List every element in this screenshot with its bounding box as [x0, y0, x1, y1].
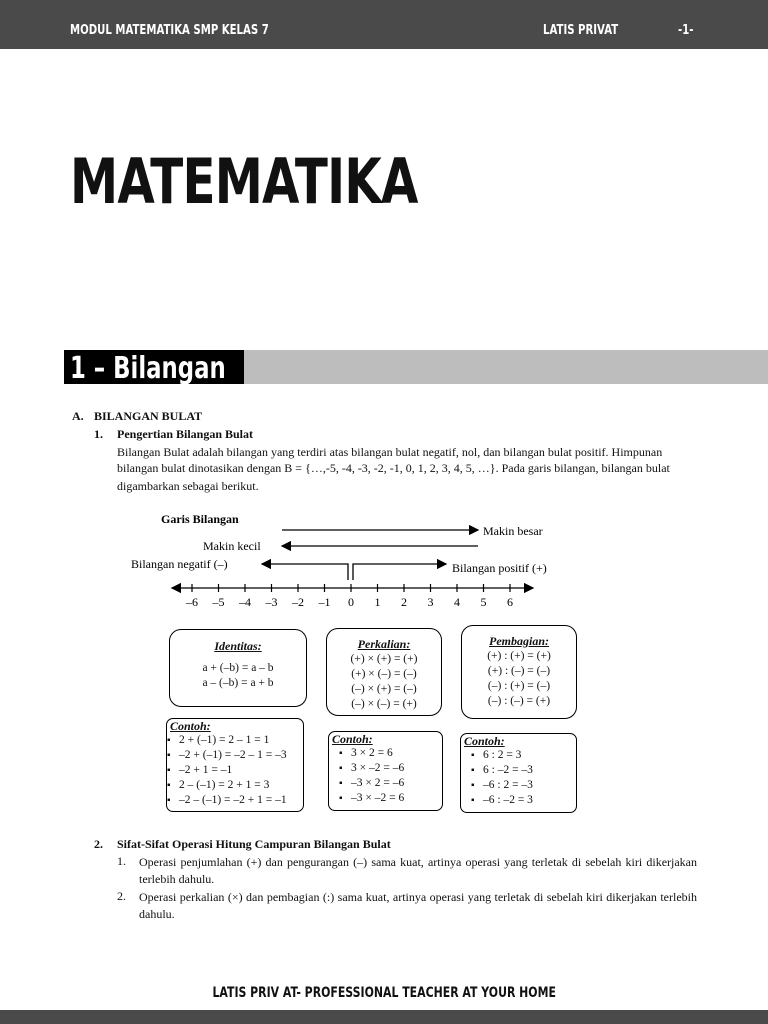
identitas-title: Identitas:	[214, 639, 262, 653]
part-a-heading: BILANGAN BULAT	[94, 409, 203, 423]
perkalian-box	[326, 628, 442, 716]
pembagian-rule-1: (+) : (+) = (+)	[487, 650, 551, 662]
pembagian-title: Pembagian:	[489, 634, 549, 648]
perkalian-example-2: ▪ 3 × –2 = –6	[329, 761, 442, 776]
sub2-number: 2.	[94, 837, 103, 851]
section-tag	[64, 350, 244, 384]
perkalian-example-box	[328, 731, 443, 811]
number-line-diagram	[0, 500, 768, 620]
identitas-example-box	[166, 718, 304, 812]
tick-label: –6	[186, 595, 198, 609]
rule-item-2-text: Operasi perkalian (×) dan pembagian (:) sama kuat, artinya operasi yang terletak di sebelah kiri dikerjakan terlebih dahulu.	[139, 890, 697, 921]
perkalian-rule-3: (–) × (+) = (–)	[351, 683, 417, 695]
pembagian-box	[461, 625, 577, 719]
tick-label: –5	[212, 595, 225, 609]
negatif-label: Bilangan negatif (–)	[131, 557, 228, 571]
sub1-number: 1.	[94, 427, 103, 441]
perkalian-example-4: ▪ –3 × –2 = 6	[329, 791, 442, 806]
pembagian-example-3: ▪ –6 : 2 = –3	[461, 778, 576, 793]
pembagian-example-title: Contoh:	[464, 734, 505, 748]
identitas-example-4: ▪ 2 – (–1) = 2 + 1 = 3	[167, 778, 303, 793]
identitas-example-2: ▪ –2 + (–1) = –2 – 1 = –3	[167, 748, 303, 763]
tick-label: 2	[401, 595, 407, 609]
tick-label: 6	[507, 595, 513, 609]
perkalian-example-title: Contoh:	[332, 732, 373, 746]
negatif-arrow	[262, 564, 348, 580]
perkalian-example-1: ▪ 3 × 2 = 6	[329, 746, 442, 761]
positif-label: Bilangan positif (+)	[452, 561, 547, 575]
pembagian-example-1: ▪ 6 : 2 = 3	[461, 748, 576, 763]
makin-kecil-label: Makin kecil	[203, 539, 261, 553]
identitas-rule-2: a – (–b) = a + b	[202, 677, 274, 689]
perkalian-example-3: ▪ –3 × 2 = –6	[329, 776, 442, 791]
identitas-example-1: ▪ 2 + (–1) = 2 – 1 = 1	[167, 733, 303, 748]
identitas-example-3: ▪ –2 + 1 = –1	[167, 763, 303, 778]
positif-arrow	[353, 564, 446, 580]
rule-item-1-text: Operasi penjumlahan (+) dan pengurangan (–) sama kuat, artinya operasi yang terletak di sebelah kiri dikerjakan terlebih dahulu.	[139, 855, 697, 886]
rule-item-1-number: 1.	[117, 854, 126, 868]
tick-label: 5	[480, 595, 487, 609]
footer-label: LATIS PRIV AT- PROFESSIONAL TEACHER AT YOUR HOME	[212, 985, 556, 1001]
part-a-letter: A.	[72, 409, 84, 423]
footer-text	[0, 985, 768, 1001]
tick-label: 4	[454, 595, 460, 609]
header-bar	[0, 0, 768, 49]
tick-label: 0	[348, 595, 354, 609]
tick-label: 3	[427, 595, 434, 609]
perkalian-rule-2: (+) × (–) = (–)	[351, 668, 417, 680]
paragraph-line-1: Bilangan Bulat adalah bilangan yang terdiri atas bilangan bulat negatif, nol, dan bilangan bulat positif. Himpunan	[117, 445, 663, 459]
sub2-title: Sifat-Sifat Operasi Hitung Campuran Bilangan Bulat	[117, 837, 391, 851]
pembagian-rule-3: (–) : (+) = (–)	[487, 680, 551, 692]
garis-bilangan-title: Garis Bilangan	[161, 512, 239, 526]
identitas-example-5: ▪ –2 – (–1) = –2 + 1 = –1	[167, 793, 303, 808]
perkalian-rule-4: (–) × (–) = (+)	[351, 698, 417, 710]
tick-label: –1	[318, 595, 331, 609]
footer-bar	[0, 1010, 768, 1024]
pembagian-rule-4: (–) : (–) = (+)	[487, 695, 551, 707]
tick-label: –2	[292, 595, 304, 609]
tick-label: –4	[239, 595, 251, 609]
identitas-rule-1: a + (–b) = a – b	[202, 662, 274, 674]
page-title: MATEMATIKA	[70, 145, 418, 218]
section-label: 1 – Bilangan	[70, 351, 226, 386]
pembagian-example-box	[460, 733, 577, 813]
tick-label: 1	[374, 595, 381, 609]
sub1-title: Pengertian Bilangan Bulat	[117, 427, 254, 441]
tick-label: –3	[265, 595, 278, 609]
perkalian-title: Perkalian:	[357, 637, 411, 651]
pembagian-example-4: ▪ –6 : –2 = 3	[461, 793, 576, 808]
makin-besar-label: Makin besar	[483, 524, 543, 538]
identitas-example-title: Contoh:	[170, 719, 211, 733]
header-module: MODUL MATEMATIKA SMP KELAS 7	[70, 23, 269, 38]
page-number: -1-	[678, 23, 694, 38]
rule-item-2-number: 2.	[117, 889, 126, 903]
paragraph-line-2: bilangan bulat dinotasikan dengan B = {…,-5, -4, -3, -2, -1, 0, 1, 2, 3, 4, 5, …}. Pada garis bilangan, bilangan bulat	[117, 461, 670, 475]
header-brand: LATIS PRIVAT	[543, 23, 619, 38]
pembagian-example-2: ▪ 6 : –2 = –3	[461, 763, 576, 778]
perkalian-rule-1: (+) × (+) = (+)	[350, 653, 418, 665]
pembagian-rule-2: (+) : (–) = (–)	[487, 665, 551, 677]
paragraph-line-3: digambarkan sebagai berikut.	[117, 479, 259, 493]
identitas-box	[169, 629, 307, 707]
